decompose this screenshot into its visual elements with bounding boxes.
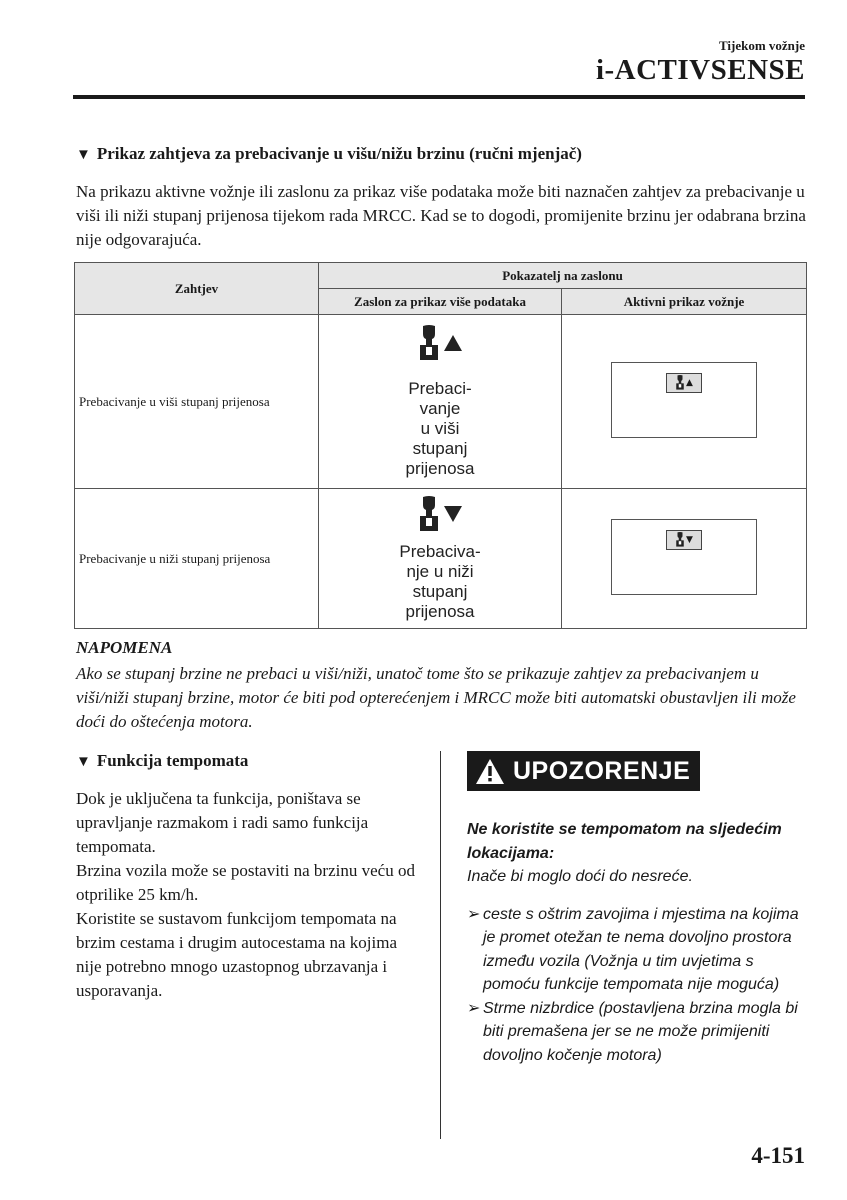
- warning-heading: Ne koristite se tempomatom na sljedećim lokacijama:: [467, 821, 782, 862]
- table-row: [75, 315, 807, 489]
- col-header-indicator: Pokazatelj na zaslonu: [319, 263, 807, 289]
- active-display-cell: [562, 315, 807, 489]
- multi-display-cell: [319, 315, 562, 489]
- arrow-bullet-icon: ➢: [467, 905, 481, 923]
- active-display-screen: [611, 362, 757, 438]
- warning-body: [467, 818, 812, 1067]
- multi-display-label: Prebaciva- nje u niži stupanj prijenosa: [399, 541, 481, 621]
- cruise-paragraph: Brzina vozila može se postaviti na brzinu veću od otprilike 25 km/h.: [76, 861, 415, 904]
- list-item: [467, 903, 812, 997]
- cruise-paragraph: Koristite se sustavom funkcijom tempomata na brzim cestama i drugim autocestama na kojima nije potrebno mnogo uzastopnog ubrzavanja i usporavanja.: [76, 909, 397, 1000]
- arrow-bullet-icon: ➢: [467, 999, 481, 1017]
- cruise-section-title-text: Funkcija tempomata: [96, 751, 249, 770]
- request-cell: Prebacivanje u viši stupanj prijenosa: [75, 315, 319, 489]
- note-heading: NAPOMENA: [76, 638, 173, 657]
- warning-list: [467, 903, 812, 1068]
- header-divider: [73, 95, 805, 99]
- list-item: [467, 997, 812, 1068]
- triangle-bullet-icon: ▼: [76, 754, 91, 770]
- warning-triangle-icon: [475, 758, 505, 785]
- col-header-active-display: Aktivni prikaz vožnje: [562, 289, 807, 315]
- gear-shift-up-small-icon: [666, 373, 702, 393]
- active-display-cell: [562, 489, 807, 629]
- shift-indicator-table: [74, 262, 807, 629]
- col-header-request: Zahtjev: [75, 263, 319, 315]
- up-arrow-icon: ▲: [686, 377, 693, 388]
- active-display-screen: [611, 519, 757, 595]
- warning-subtext: Inače bi moglo doći do nesreće.: [467, 868, 693, 885]
- gear-shift-up-icon: [418, 325, 463, 361]
- col-header-multi-display: Zaslon za prikaz više podataka: [319, 289, 562, 315]
- gear-shift-down-icon: [418, 496, 463, 532]
- shift-section-title-text: Prikaz zahtjeva za prebacivanje u višu/nižu brzinu (ručni mjenjač): [96, 144, 582, 163]
- shift-section-title: [76, 144, 582, 164]
- column-divider: [440, 751, 441, 1139]
- multi-display-label: Prebaci- vanje u viši stupanj prijenosa: [405, 378, 475, 478]
- note-text: Ako se stupanj brzine ne prebaci u viši/niži, unatoč tome što se prikazuje zahtjev za prebacivanjem u viši/niži stupanj brzine, motor će biti pod opterećenjem i MRCC može biti automatski obustavljen ili može doći do oštećenja motora.: [76, 664, 796, 731]
- warning-item-text: Strme nizbrdice (postavljena brzina mogla bi biti premašena jer se ne može primijeniti dovoljno kočenje motora): [483, 999, 798, 1064]
- warning-banner: [467, 751, 700, 791]
- down-arrow-icon: ▼: [686, 534, 693, 545]
- cruise-paragraph: Dok je uključena ta funkcija, poništava se upravljanje razmakom i radi samo funkcija tempomata.: [76, 789, 369, 856]
- request-cell: Prebacivanje u niži stupanj prijenosa: [75, 489, 319, 629]
- shift-section-intro: Na prikazu aktivne vožnje ili zaslonu za prikaz više podataka može biti naznačen zahtjev za prebacivanje u viši ili niži stupanj prijenosa tijekom rada MRCC. Kad se to dogodi, promijenite brzinu jer odabrana brzina nije odgovarajuća.: [76, 182, 806, 249]
- cruise-section-body: [76, 787, 426, 1003]
- section-header-label: Tijekom vožnje: [718, 38, 805, 53]
- warning-item-text: ceste s oštrim zavojima i mjestima na kojima je promet otežan te nema dovoljno prostora između vozila (Vožnja u tim uvjetima s pomoću funkcije tempomata nije moguća): [483, 905, 799, 993]
- page-number: 4-151: [751, 1143, 805, 1168]
- triangle-bullet-icon: ▼: [76, 147, 91, 163]
- chapter-title: i-ACTIVSENSE: [595, 54, 805, 86]
- warning-label: UPOZORENJE: [513, 756, 691, 785]
- table-row: [75, 489, 807, 629]
- multi-display-cell: [319, 489, 562, 629]
- cruise-section-title: [76, 751, 248, 771]
- gear-shift-down-small-icon: [666, 530, 702, 550]
